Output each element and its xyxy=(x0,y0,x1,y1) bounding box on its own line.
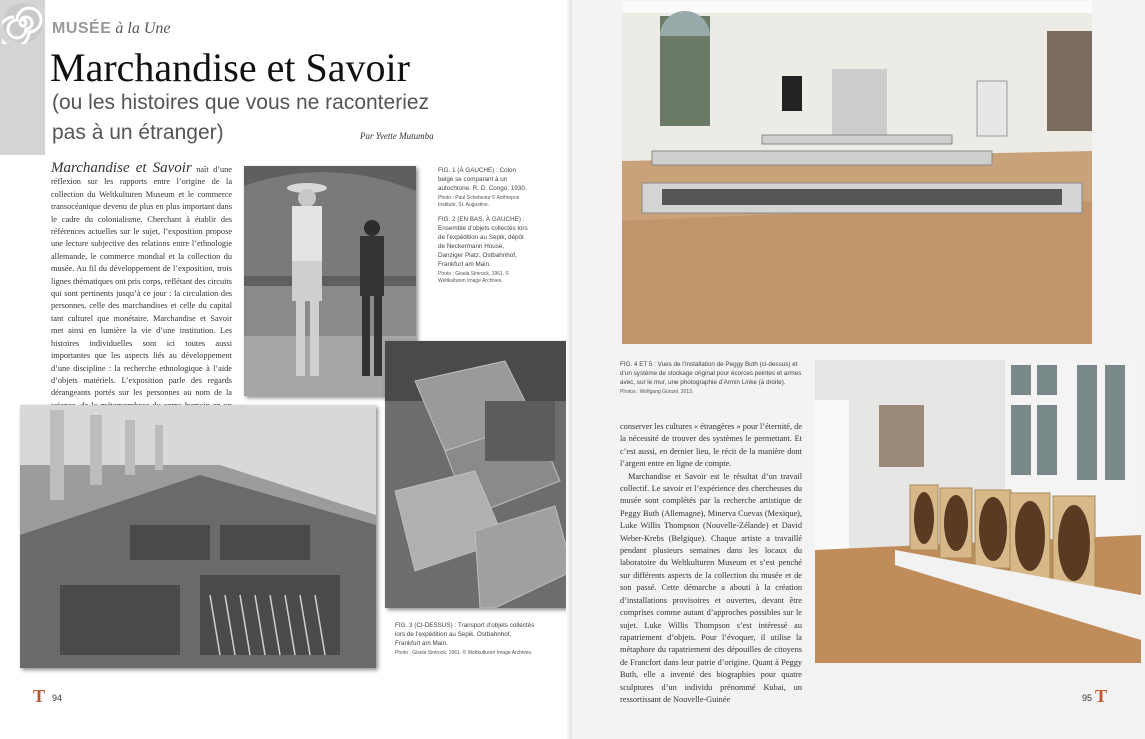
spiral-logo-icon xyxy=(2,2,44,44)
page-right xyxy=(572,0,1145,739)
byline: Par Yvette Mutumba xyxy=(360,131,434,141)
article-subtitle: (ou les histoires que vous ne raconteriez pas à un étranger) xyxy=(52,91,430,144)
fig45-text: Vues de l’installation de Peggy Buth (ci-dessus) et d’un système de stockage original pour écorces peintes et armes avec, sur le mur, une photographie d’Armin Linke (à droite). xyxy=(620,361,802,386)
fig4-photo-graphic xyxy=(622,1,1092,344)
body-right-p1: conserver les cultures « étrangères » pour l’éternité, de la nécessité de trouver des systèmes le permettant. Et c’est aussi, en dernier lieu, le récit de la manière dont l’argent entre en ligne de compte. xyxy=(620,422,802,469)
page-number-right: 95 xyxy=(1082,693,1093,703)
fig3-credit: Photo : Gisela Simrock, 1961. © Weltkulturen Image Archives. xyxy=(395,650,533,656)
rubric-une: à la Une xyxy=(115,20,171,37)
rubric-museum: MUSÉE xyxy=(52,20,112,37)
fig2-text: Ensemble d’objets collectés lors de l’expédition au Sepik, dépôt de Neckermann House, Danziger Platz, Ostbahnhof, Frankfurt am Main. xyxy=(438,225,528,268)
fig5-photo xyxy=(815,360,1141,663)
body-right-p2: Marchandise et Savoir est le résultat d’un travail collectif. Le savoir et l’expérience des chercheuses du musée sont complétés par la recherche artistique de Peggy Buth (Allemagne), Minerva Cuevas (Mexique), Luke Willis Thompson (Nouvelle-Zélande) et David Weber-Krebs (Belgique). Chaque artiste a travaillé pendant plusieurs semaines dans les locaux du laboratoire du Weltkulturen Museum et s’est penché sur différents aspects de la collection du musée et de son passé. Cette démarche a abouti à la création d’installations provisoires et ouvertes, devant être comprises comme autant d’approches possibles sur le sujet. Luke Willis Thompson s’est intéressé au rapatriement d’objets. Pour l’évoquer, il utilise la métaphore du rapatriement des dépouilles de citoyens de Francfort dans leur patrie d’origine. Quant à Peggy Buth, elle a inventé des biographies pour quatre sculptures d’un individu prénommé Kubai, un ressortissant de Nouvelle-Guinée xyxy=(620,471,802,704)
fig45-label: FIG. 4 ET 5 : xyxy=(620,361,656,368)
body-text-right xyxy=(620,421,802,706)
fig3-label: FIG. 3 (CI-DESSUS) : xyxy=(395,622,457,629)
section-rubric xyxy=(52,20,171,38)
body-lead: Marchandise et Savoir xyxy=(51,160,192,176)
fig2-credit: Photo : Gisela Simrock, 1961. © Weltkulturen Image Archives. xyxy=(438,271,510,284)
fig2-photo xyxy=(20,405,376,668)
fig3-photo xyxy=(385,341,573,608)
page-number-left: 94 xyxy=(52,693,63,703)
fig2-photo-graphic xyxy=(20,405,376,668)
fig45-credit: Photos : Wolfgang Günzel, 2013. xyxy=(620,389,694,395)
t-logo-right: T xyxy=(1095,686,1108,706)
fig1-text: Colon belge se comparant à un autochtone. R. D. Congo, 1930. xyxy=(438,167,527,192)
fig5-photo-graphic xyxy=(815,360,1141,663)
fig1-caption xyxy=(438,166,528,291)
article-title: Marchandise et Savoir xyxy=(50,45,410,90)
body-left-text: naît d’une réflexion sur les rapports entre l’origine de la collection du Weltkulturen Museum et le commerce transocéanique devenu de plus en plus important dans le cadre du colonialisme. Cherchant à établir des références actuelles sur le sujet, l’exposition propose une lecture subjective des relations entre l’ethnologie allemande, le commerce mondial et la collection du musée. Au fil du développement de l’exposition, trois lignes thématiques ont pris corps, reflétant des circuits qui sont pertinents jusqu’à ce jour : la circulation des personnes, celle des marchandises et celle du capital tant culturel que monétaire. Marchandise et Savoir met ainsi en lumière la vie d’une institution. Les histoires individuelles sont ici toutes aussi importantes que les aspects liés au développement d’une discipline : la recherche ethnologique à l’aide d’objets matériels. L’exposition parle des regards dérangeants portés sur les personnes au nom de la xyxy=(51,165,232,398)
fig4-photo xyxy=(622,1,1092,344)
fig1-label: FIG. 1 (À GAUCHE) : xyxy=(438,167,498,174)
t-logo-left: T xyxy=(33,686,46,706)
fig3-text: Transport d’objets collectés lors de l’expédition au Sepik. Ostbahnhof, Frankfurt am Main. xyxy=(395,622,535,647)
fig1-credit: Photo : Paul Schebesta © Anthropos Institute, St. Augustine. xyxy=(438,195,520,208)
fig3-caption xyxy=(395,621,535,657)
fig1-caption-block xyxy=(438,166,528,209)
page-left xyxy=(0,0,572,739)
fig2-label: FIG. 2 (EN BAS, À GAUCHE) : xyxy=(438,216,525,223)
fig2-caption-block xyxy=(438,215,528,285)
body-text-left xyxy=(51,161,232,437)
fig3-photo-graphic xyxy=(385,341,573,608)
fig45-caption xyxy=(620,360,805,396)
